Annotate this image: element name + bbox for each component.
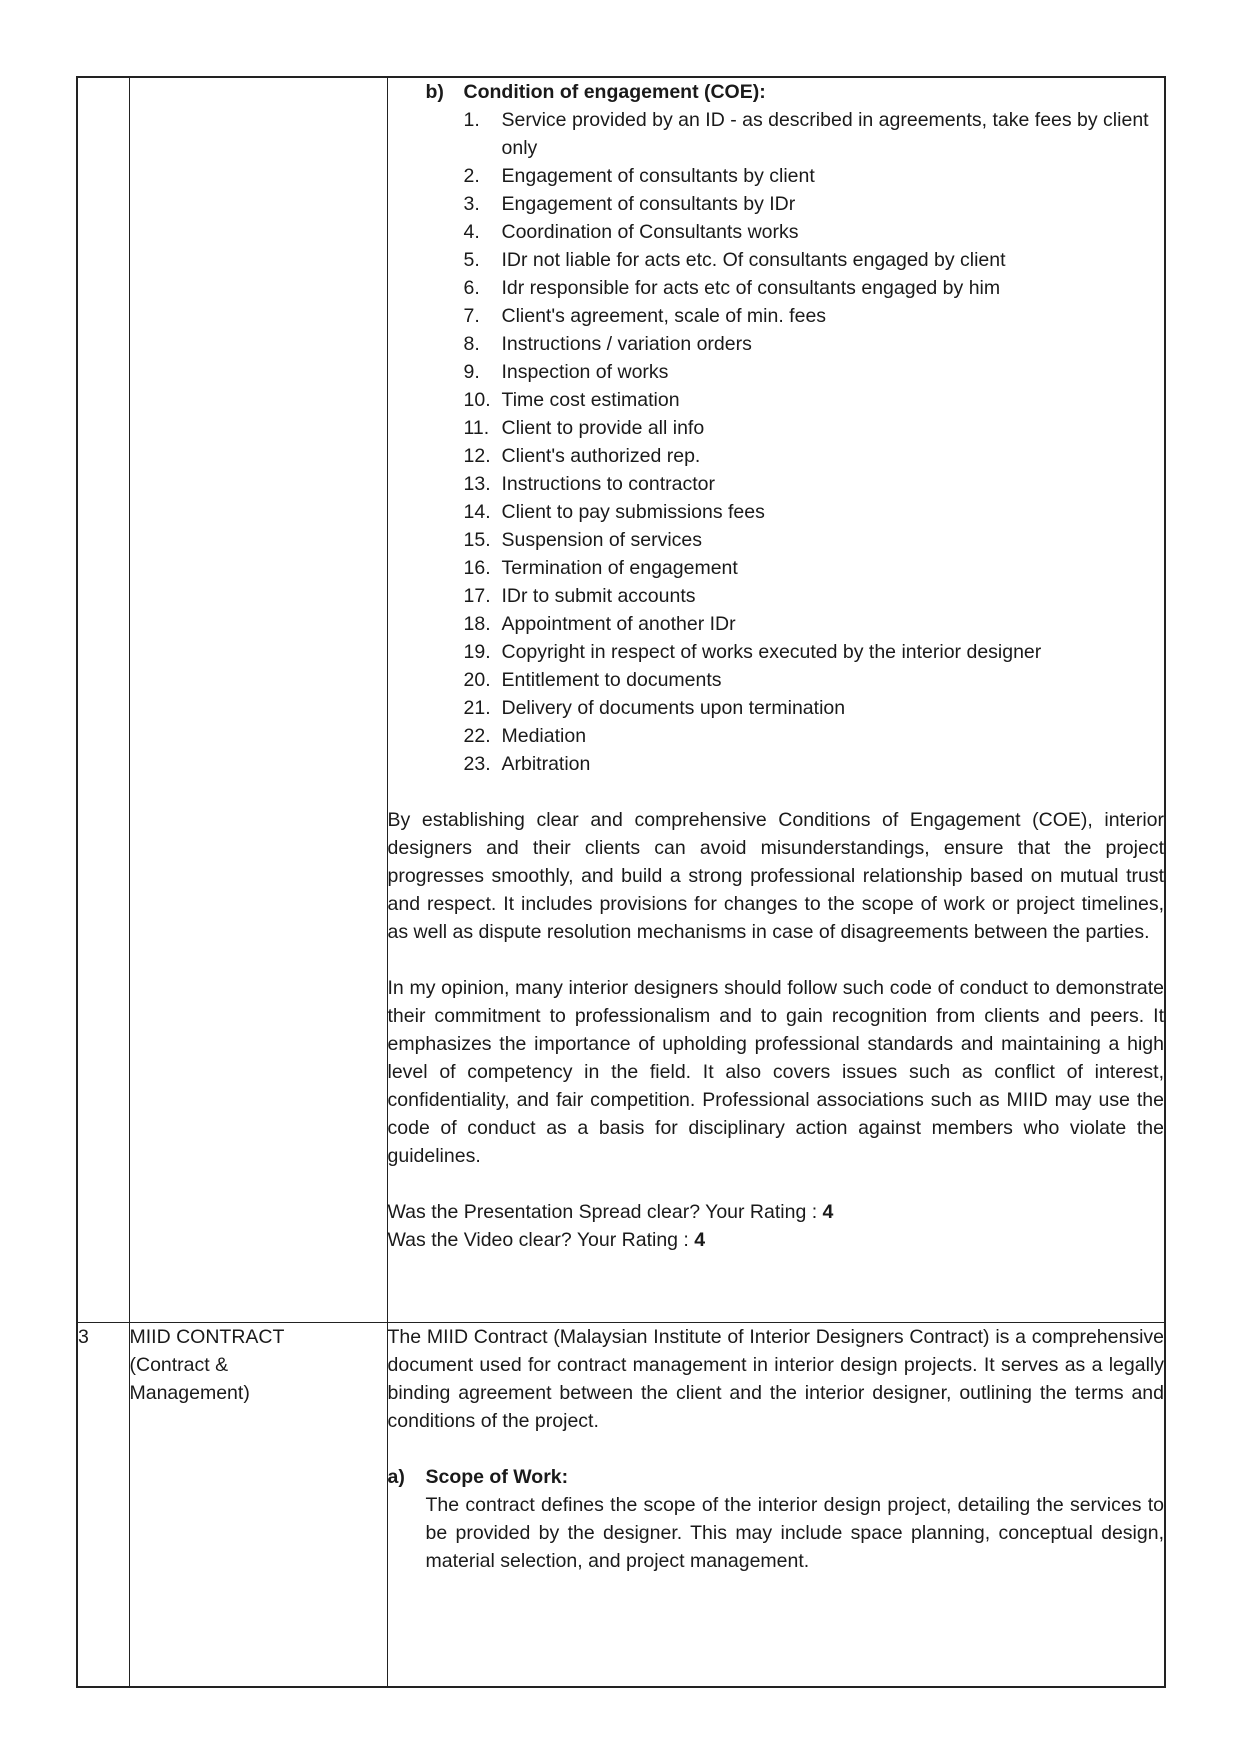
scope-heading bbox=[388, 1463, 1165, 1491]
coe-item-number: 7. bbox=[463, 305, 480, 327]
coe-list-item bbox=[464, 218, 1165, 246]
video-rating-value: 4 bbox=[694, 1229, 706, 1251]
coe-list-item bbox=[464, 302, 1165, 330]
row-number-cell bbox=[77, 1322, 129, 1687]
presentation-rating bbox=[388, 1198, 1165, 1226]
coe-list-item bbox=[464, 526, 1165, 554]
coe-list-item bbox=[464, 190, 1165, 218]
topic-cell bbox=[129, 1322, 387, 1687]
coe-item-number: 4. bbox=[463, 221, 480, 243]
coe-item-text: IDr not liable for acts etc. Of consultants engaged by client bbox=[501, 249, 1006, 271]
coe-item-text: Time cost estimation bbox=[501, 389, 680, 411]
coe-list-item bbox=[464, 638, 1165, 666]
coe-list-item bbox=[464, 414, 1165, 442]
coe-list-item bbox=[464, 330, 1165, 358]
coe-list-item bbox=[464, 722, 1165, 750]
coe-item-text: Engagement of consultants by client bbox=[501, 165, 815, 187]
coe-item-text: Idr responsible for acts etc of consultants engaged by him bbox=[501, 277, 1001, 299]
coe-item-text: Client's authorized rep. bbox=[501, 445, 701, 467]
scope-paragraph: The contract defines the scope of the interior design project, detailing the services to be provided by the designer. This may include space planning, conceptual design, material selection, and project management. bbox=[425, 1493, 1164, 1572]
table-row bbox=[77, 77, 1165, 1322]
scope-heading-title: Scope of Work: bbox=[425, 1465, 569, 1488]
content-cell bbox=[387, 1322, 1165, 1687]
coe-item-text: IDr to submit accounts bbox=[501, 585, 696, 607]
coe-list-item bbox=[464, 162, 1165, 190]
coe-list-item bbox=[464, 358, 1165, 386]
content-cell bbox=[387, 77, 1165, 1322]
miid-intro-paragraph: The MIID Contract (Malaysian Institute of Interior Designers Contract) is a comprehensive document used for contract management in interior design projects. It serves as a legally binding agreement between the client and the interior designer, outlining the terms and conditions of the project. bbox=[387, 1325, 1164, 1432]
coe-item-text: Client's agreement, scale of min. fees bbox=[501, 305, 827, 327]
coe-item-number: 18. bbox=[463, 613, 491, 635]
video-rating-question: Was the Video clear? Your Rating : bbox=[387, 1229, 695, 1251]
coe-list-item bbox=[464, 750, 1165, 778]
coe-item-number: 8. bbox=[463, 333, 480, 355]
coe-item-text: Entitlement to documents bbox=[501, 669, 722, 691]
coe-item-number: 23. bbox=[463, 753, 491, 775]
coe-item-number: 14. bbox=[463, 501, 491, 523]
coe-list-item bbox=[464, 386, 1165, 414]
coe-list-item bbox=[464, 582, 1165, 610]
coe-item-number: 10. bbox=[463, 389, 491, 411]
coe-item-text: Client to pay submissions fees bbox=[501, 501, 765, 523]
coe-item-number: 11. bbox=[463, 417, 490, 439]
coe-item-text: Suspension of services bbox=[501, 529, 703, 551]
row-number: 3 bbox=[78, 1325, 89, 1348]
coe-list-item bbox=[464, 554, 1165, 582]
opinion-paragraph: In my opinion, many interior designers should follow such code of conduct to demonstrate their commitment to professionalism and to gain recognition from clients and peers. It emphasizes the importance of upholding professional standards and maintaining a high level of competency in the field. It also covers issues such as conflict of interest, confidentiality, and fair competition. Professional associations such as MIID may use the code of conduct as a basis for disciplinary action against members who violate the guidelines. bbox=[387, 977, 1164, 1167]
presentation-rating-value: 4 bbox=[822, 1201, 834, 1223]
coe-summary-paragraph: By establishing clear and comprehensive Conditions of Engagement (COE), interior designers and their clients can avoid misunderstandings, ensure that the project progresses smoothly, and build a strong professional relationship based on mutual trust and respect. It includes provisions for changes to the scope of work or project timelines, as well as dispute resolution mechanisms in case of disagreements between the parties. bbox=[387, 809, 1164, 943]
coe-item-number: 12. bbox=[463, 445, 491, 467]
table-row bbox=[77, 1322, 1165, 1687]
coe-item-number: 21. bbox=[463, 697, 491, 719]
coe-item-number: 15. bbox=[463, 529, 491, 551]
coe-list-item bbox=[464, 442, 1165, 470]
coe-item-text: Termination of engagement bbox=[501, 557, 738, 579]
coe-item-number: 1. bbox=[463, 109, 480, 131]
topic-cell bbox=[129, 77, 387, 1322]
coe-item-text: Service provided by an ID - as described in agreements, take fees by client only bbox=[501, 109, 1149, 159]
coe-item-number: 3. bbox=[463, 193, 480, 215]
coe-item-number: 5. bbox=[463, 249, 480, 271]
coe-list-item bbox=[464, 610, 1165, 638]
coe-heading-letter: b) bbox=[425, 81, 444, 103]
coe-item-number: 2. bbox=[463, 165, 480, 187]
coe-list-item bbox=[464, 694, 1165, 722]
coe-item-text: Client to provide all info bbox=[501, 417, 705, 439]
coe-item-text: Instructions to contractor bbox=[501, 473, 716, 495]
scope-heading-letter: a) bbox=[387, 1465, 405, 1488]
coe-item-text: Mediation bbox=[501, 725, 587, 747]
coe-heading-title: Condition of engagement (COE): bbox=[463, 81, 766, 103]
coe-list-item bbox=[464, 246, 1165, 274]
coe-heading bbox=[426, 78, 1165, 106]
coe-item-text: Appointment of another IDr bbox=[501, 613, 736, 635]
coe-list-item bbox=[464, 470, 1165, 498]
coe-list-item bbox=[464, 274, 1165, 302]
coe-item-text: Delivery of documents upon termination bbox=[501, 697, 846, 719]
coe-item-number: 9. bbox=[463, 361, 480, 383]
presentation-rating-question: Was the Presentation Spread clear? Your Rating : bbox=[387, 1201, 823, 1223]
content-table bbox=[76, 76, 1166, 1688]
topic-subtitle-line1: (Contract & bbox=[129, 1353, 229, 1376]
row-number-cell bbox=[77, 77, 129, 1322]
topic-title: MIID CONTRACT bbox=[129, 1325, 285, 1348]
coe-item-number: 16. bbox=[463, 557, 491, 579]
topic-subtitle-line2: Management) bbox=[129, 1381, 250, 1404]
coe-item-number: 6. bbox=[463, 277, 480, 299]
coe-list-item bbox=[464, 106, 1165, 162]
coe-item-number: 13. bbox=[463, 473, 491, 495]
coe-item-text: Coordination of Consultants works bbox=[501, 221, 799, 243]
coe-item-number: 17. bbox=[463, 585, 491, 607]
coe-item-number: 22. bbox=[463, 725, 491, 747]
coe-item-text: Instructions / variation orders bbox=[501, 333, 752, 355]
coe-item-text: Inspection of works bbox=[501, 361, 669, 383]
coe-list-item bbox=[464, 498, 1165, 526]
coe-item-number: 19. bbox=[463, 641, 491, 663]
coe-item-text: Engagement of consultants by IDr bbox=[501, 193, 796, 215]
coe-item-text: Arbitration bbox=[501, 753, 591, 775]
coe-item-text: Copyright in respect of works executed by the interior designer bbox=[501, 641, 1042, 663]
video-rating bbox=[388, 1226, 1165, 1254]
coe-list-item bbox=[464, 666, 1165, 694]
coe-item-number: 20. bbox=[463, 669, 491, 691]
coe-list bbox=[388, 106, 1165, 778]
